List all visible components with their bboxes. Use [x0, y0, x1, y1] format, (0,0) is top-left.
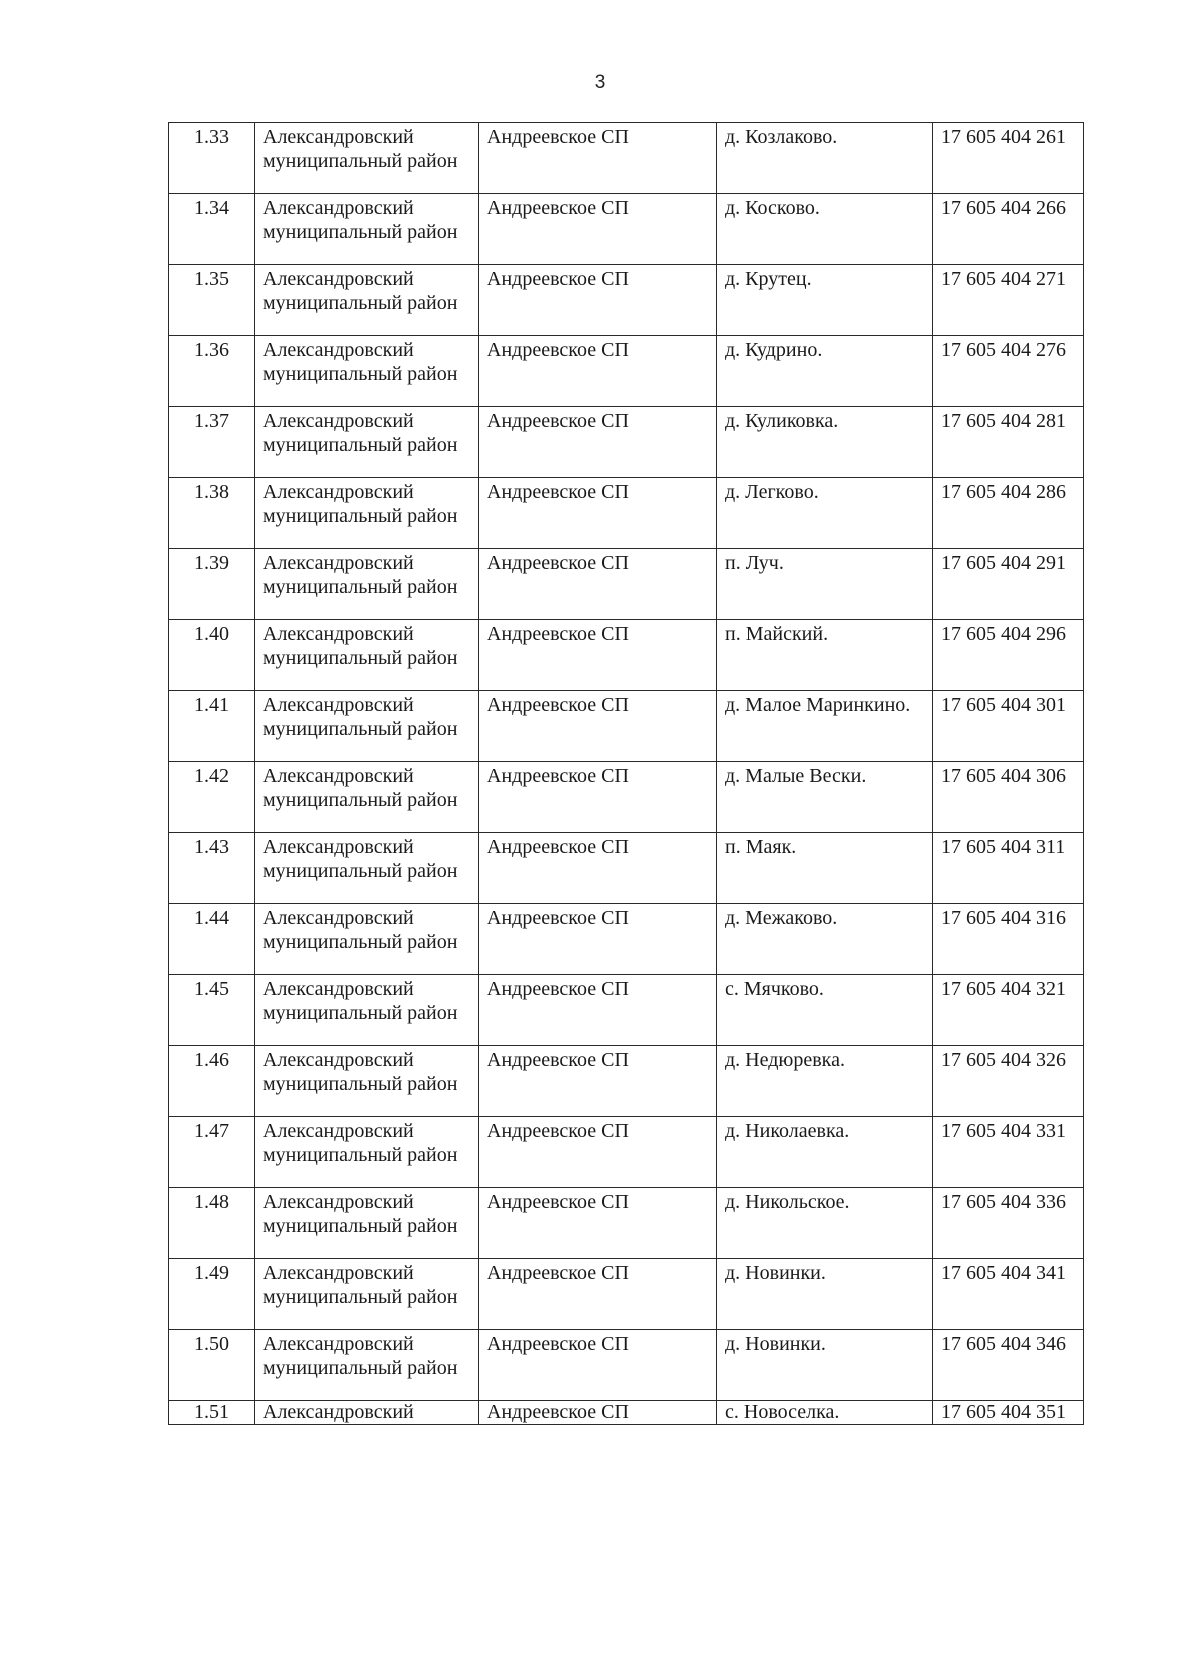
settlement-cell: Андреевское СП — [479, 1259, 717, 1330]
oktmo-code-cell: 17 605 404 296 — [933, 620, 1084, 691]
oktmo-code-cell: 17 605 404 316 — [933, 904, 1084, 975]
row-number-cell: 1.35 — [169, 265, 255, 336]
district-cell: Александровский муниципальный район — [255, 1188, 479, 1259]
table-row — [169, 336, 1084, 407]
table-row — [169, 478, 1084, 549]
oktmo-code-cell: 17 605 404 351 — [933, 1401, 1084, 1425]
locality-cell: д. Малое Маринкино. — [717, 691, 933, 762]
row-number-cell: 1.51 — [169, 1401, 255, 1425]
settlement-cell: Андреевское СП — [479, 265, 717, 336]
district-cell: Александровский — [255, 1401, 479, 1425]
district-cell: Александровский муниципальный район — [255, 549, 479, 620]
table-row — [169, 407, 1084, 478]
oktmo-code-cell: 17 605 404 326 — [933, 1046, 1084, 1117]
settlement-cell: Андреевское СП — [479, 123, 717, 194]
row-number-cell: 1.34 — [169, 194, 255, 265]
oktmo-code-cell: 17 605 404 341 — [933, 1259, 1084, 1330]
row-number-cell: 1.33 — [169, 123, 255, 194]
table-row — [169, 1046, 1084, 1117]
district-cell: Александровский муниципальный район — [255, 975, 479, 1046]
settlement-cell: Андреевское СП — [479, 194, 717, 265]
row-number-cell: 1.47 — [169, 1117, 255, 1188]
oktmo-code-cell: 17 605 404 281 — [933, 407, 1084, 478]
locality-cell: д. Недюревка. — [717, 1046, 933, 1117]
table-body — [169, 123, 1084, 1425]
table-row — [169, 691, 1084, 762]
locality-cell: п. Майский. — [717, 620, 933, 691]
oktmo-code-cell: 17 605 404 301 — [933, 691, 1084, 762]
table-row — [169, 975, 1084, 1046]
district-cell: Александровский муниципальный район — [255, 691, 479, 762]
district-cell: Александровский муниципальный район — [255, 1330, 479, 1401]
table-row — [169, 762, 1084, 833]
page-number: 3 — [594, 72, 606, 93]
table-row — [169, 1401, 1084, 1425]
district-cell: Александровский муниципальный район — [255, 123, 479, 194]
district-cell: Александровский муниципальный район — [255, 1117, 479, 1188]
locality-cell: д. Козлаково. — [717, 123, 933, 194]
oktmo-code-cell: 17 605 404 311 — [933, 833, 1084, 904]
row-number-cell: 1.49 — [169, 1259, 255, 1330]
district-cell: Александровский муниципальный район — [255, 265, 479, 336]
district-cell: Александровский муниципальный район — [255, 762, 479, 833]
district-cell: Александровский муниципальный район — [255, 1046, 479, 1117]
oktmo-code-cell: 17 605 404 271 — [933, 265, 1084, 336]
settlement-cell: Андреевское СП — [479, 1117, 717, 1188]
settlement-cell: Андреевское СП — [479, 833, 717, 904]
settlement-cell: Андреевское СП — [479, 549, 717, 620]
settlement-cell: Андреевское СП — [479, 407, 717, 478]
table-row — [169, 1117, 1084, 1188]
table-row — [169, 904, 1084, 975]
district-cell: Александровский муниципальный район — [255, 194, 479, 265]
settlement-cell: Андреевское СП — [479, 478, 717, 549]
settlement-cell: Андреевское СП — [479, 1188, 717, 1259]
settlement-cell: Андреевское СП — [479, 691, 717, 762]
district-cell: Александровский муниципальный район — [255, 904, 479, 975]
oktmo-code-cell: 17 605 404 261 — [933, 123, 1084, 194]
locality-cell: д. Малые Вески. — [717, 762, 933, 833]
table-row — [169, 549, 1084, 620]
locality-cell: с. Новоселка. — [717, 1401, 933, 1425]
locality-cell: п. Луч. — [717, 549, 933, 620]
table-row — [169, 123, 1084, 194]
table-row — [169, 1188, 1084, 1259]
locality-cell: д. Кудрино. — [717, 336, 933, 407]
district-cell: Александровский муниципальный район — [255, 407, 479, 478]
locality-cell: д. Косково. — [717, 194, 933, 265]
district-cell: Александровский муниципальный район — [255, 1259, 479, 1330]
row-number-cell: 1.44 — [169, 904, 255, 975]
locality-cell: д. Куликовка. — [717, 407, 933, 478]
oktmo-code-cell: 17 605 404 291 — [933, 549, 1084, 620]
row-number-cell: 1.43 — [169, 833, 255, 904]
locality-cell: с. Мячково. — [717, 975, 933, 1046]
settlements-table — [168, 122, 1084, 1425]
district-cell: Александровский муниципальный район — [255, 336, 479, 407]
locality-cell: д. Крутец. — [717, 265, 933, 336]
oktmo-code-cell: 17 605 404 346 — [933, 1330, 1084, 1401]
settlement-cell: Андреевское СП — [479, 336, 717, 407]
table-row — [169, 833, 1084, 904]
oktmo-code-cell: 17 605 404 336 — [933, 1188, 1084, 1259]
settlement-cell: Андреевское СП — [479, 762, 717, 833]
locality-cell: п. Маяк. — [717, 833, 933, 904]
settlement-cell: Андреевское СП — [479, 1401, 717, 1425]
oktmo-code-cell: 17 605 404 321 — [933, 975, 1084, 1046]
settlement-cell: Андреевское СП — [479, 620, 717, 691]
locality-cell: д. Легково. — [717, 478, 933, 549]
table-row — [169, 1330, 1084, 1401]
locality-cell: д. Николаевка. — [717, 1117, 933, 1188]
row-number-cell: 1.50 — [169, 1330, 255, 1401]
row-number-cell: 1.42 — [169, 762, 255, 833]
oktmo-code-cell: 17 605 404 266 — [933, 194, 1084, 265]
district-cell: Александровский муниципальный район — [255, 833, 479, 904]
district-cell: Александровский муниципальный район — [255, 620, 479, 691]
locality-cell: д. Межаково. — [717, 904, 933, 975]
settlement-cell: Андреевское СП — [479, 904, 717, 975]
settlement-cell: Андреевское СП — [479, 975, 717, 1046]
row-number-cell: 1.46 — [169, 1046, 255, 1117]
row-number-cell: 1.48 — [169, 1188, 255, 1259]
row-number-cell: 1.45 — [169, 975, 255, 1046]
oktmo-code-cell: 17 605 404 331 — [933, 1117, 1084, 1188]
row-number-cell: 1.37 — [169, 407, 255, 478]
locality-cell: д. Новинки. — [717, 1259, 933, 1330]
oktmo-code-cell: 17 605 404 276 — [933, 336, 1084, 407]
oktmo-code-cell: 17 605 404 306 — [933, 762, 1084, 833]
table-row — [169, 620, 1084, 691]
district-cell: Александровский муниципальный район — [255, 478, 479, 549]
oktmo-code-cell: 17 605 404 286 — [933, 478, 1084, 549]
table-row — [169, 265, 1084, 336]
settlement-cell: Андреевское СП — [479, 1046, 717, 1117]
locality-cell: д. Новинки. — [717, 1330, 933, 1401]
row-number-cell: 1.40 — [169, 620, 255, 691]
row-number-cell: 1.41 — [169, 691, 255, 762]
row-number-cell: 1.39 — [169, 549, 255, 620]
row-number-cell: 1.38 — [169, 478, 255, 549]
row-number-cell: 1.36 — [169, 336, 255, 407]
table-row — [169, 1259, 1084, 1330]
settlement-cell: Андреевское СП — [479, 1330, 717, 1401]
locality-cell: д. Никольское. — [717, 1188, 933, 1259]
table-row — [169, 194, 1084, 265]
